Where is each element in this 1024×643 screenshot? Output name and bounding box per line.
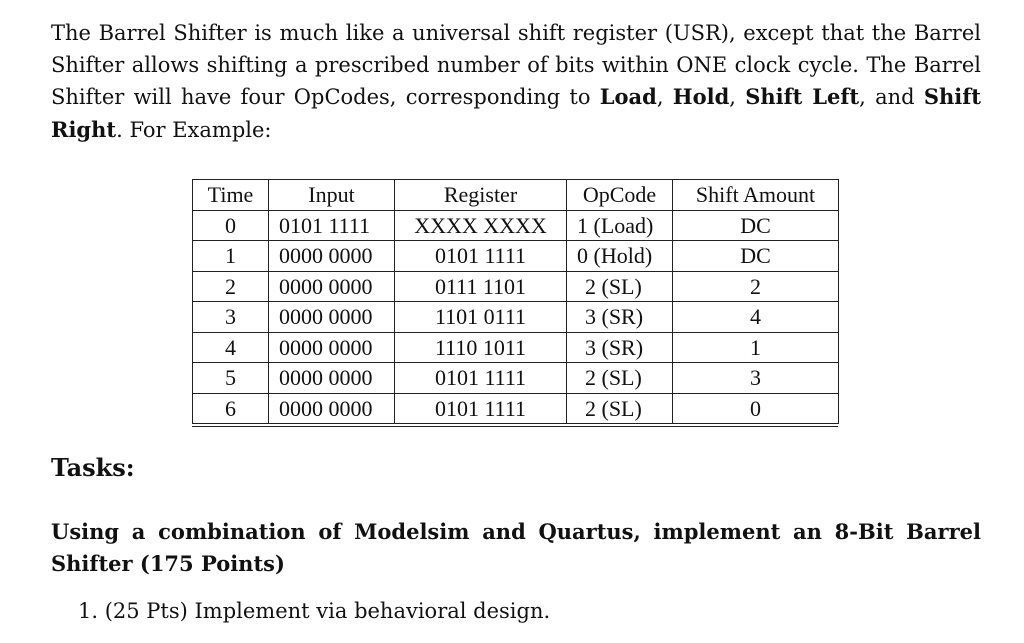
task-list [78,599,550,623]
cell-input: 0000 0000 [269,302,395,333]
cell-input: 0000 0000 [269,332,395,363]
example-table-container [192,179,838,427]
cell-shift-amount: DC [673,210,839,241]
cell-shift-amount: 2 [673,271,839,302]
cell-opcode: 2 (SL) [567,363,673,394]
cell-time: 4 [193,332,269,363]
cell-shift-amount: 4 [673,302,839,333]
cell-shift-amount: 0 [673,393,839,424]
example-table [192,179,839,424]
header-opcode: OpCode [567,180,673,211]
cell-opcode: 1 (Load) [567,210,673,241]
tasks-heading: Tasks: [51,453,135,482]
cell-opcode: 3 (SR) [567,302,673,333]
cell-input: 0101 1111 [269,210,395,241]
opcode-hold: Hold [672,84,730,109]
opcode-load: Load [599,84,657,109]
cell-time: 1 [193,241,269,272]
opcode-shift-right: Shift Right [51,84,981,142]
task-title: Using a combination of Modelsim and Quartus, implement an 8-Bit Barrel Shifter (175 Points) [51,519,981,576]
cell-opcode: 2 (SL) [567,393,673,424]
header-time: Time [193,180,269,211]
cell-time: 3 [193,302,269,333]
cell-time: 2 [193,271,269,302]
list-item: 1. (25 Pts) Implement via behavioral design. [78,599,551,623]
cell-register: XXXX XXXX [395,210,567,241]
table-bottom-rule [192,424,838,427]
table-row [193,302,839,333]
cell-opcode: 0 (Hold) [567,241,673,272]
table-row [193,393,839,424]
intro-text-1: The Barrel Shifter is much like a universal shift register (USR), except that the Barrel Shifter allows shifting a prescribed number of bits within ONE clock cycle. The Barrel Shifter will have four OpCodes, corresponding to [51,21,981,109]
table-row [193,271,839,302]
cell-time: 6 [193,393,269,424]
cell-input: 0000 0000 [269,271,395,302]
table-row [193,332,839,363]
cell-opcode: 2 (SL) [567,271,673,302]
table-row [193,363,839,394]
intro-sep-2: , [729,85,746,109]
table-row [193,210,839,241]
cell-shift-amount: 1 [673,332,839,363]
cell-shift-amount: 3 [673,363,839,394]
cell-time: 0 [193,210,269,241]
cell-register: 1110 1011 [395,332,567,363]
table-row [193,241,839,272]
cell-time: 5 [193,363,269,394]
cell-input: 0000 0000 [269,241,395,272]
cell-shift-amount: DC [673,241,839,272]
intro-sep-3: , and [859,85,924,109]
cell-register: 0101 1111 [395,363,567,394]
cell-register: 0101 1111 [395,241,567,272]
cell-register: 0111 1101 [395,271,567,302]
opcode-shift-left: Shift Left [745,84,860,109]
cell-input: 0000 0000 [269,363,395,394]
header-input: Input [269,180,395,211]
header-register: Register [395,180,567,211]
intro-text-2: . For Example: [116,117,272,142]
cell-input: 0000 0000 [269,393,395,424]
cell-opcode: 3 (SR) [567,332,673,363]
cell-register: 0101 1111 [395,393,567,424]
header-shift-amount: Shift Amount [673,180,839,211]
intro-sep-1: , [656,85,673,109]
table-header-row [193,180,839,211]
cell-register: 1101 0111 [395,302,567,333]
intro-paragraph [51,18,981,146]
